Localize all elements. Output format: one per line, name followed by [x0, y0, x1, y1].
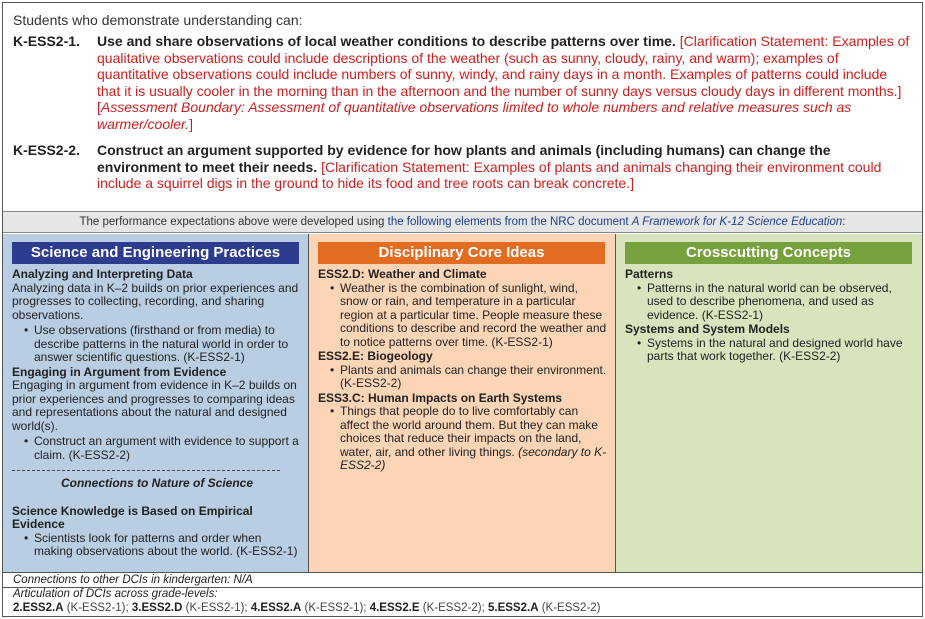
pe-statement: Construct an argument supported by evidence for how plants and animals (including humans) can change the environment to meet their needs. [97, 142, 831, 175]
pe-k-ess2-1 [13, 33, 913, 132]
dci-subheading: ESS2.E: Biogeology [318, 349, 433, 363]
nrc-reference: the following elements from the NRC document A Framework for K-12 Science Education [387, 216, 843, 228]
cc-column [616, 234, 922, 572]
pe-k-ess2-2 [13, 142, 913, 192]
sep-bullet: • Use observations (firsthand or from media) to describe patterns in the natural world in order to answer scientific questions. (K-ESS2-1) [12, 324, 302, 365]
assessment-boundary: [Assessment Boundary: Assessment of quantitative observations limited to whole numbers and relative measures such as warmer/cooler.] [97, 99, 852, 132]
dci-bullet: • Plants and animals can change their environment. (K-ESS2-2) [318, 364, 608, 391]
articulation-label: Articulation of DCIs across grade-levels: [13, 588, 218, 600]
nos-bullet: • Scientists look for patterns and order when making observations about the world. (K-ESS2-1) [12, 532, 302, 559]
cc-subheading: Systems and System Models [625, 322, 790, 336]
dci-bullet: • Weather is the combination of sunlight, wind, snow or rain, and temperature in a particular region at a particular time. People measure these conditions to describe and record the weather and to notice patterns over time. (K-ESS2-1) [318, 282, 608, 350]
articulation-items: 2.ESS2.A (K-ESS2-1); 3.ESS2.D (K-ESS2-1); 4.ESS2.A (K-ESS2-1); 4.ESS2.E (K-ESS2-2); 5.ESS2.A (K-ESS2-2) [13, 601, 601, 614]
cc-subheading: Patterns [625, 267, 674, 281]
sep-column [3, 234, 309, 572]
dci-subheading: ESS2.D: Weather and Climate [318, 267, 487, 281]
sep-paragraph: Engaging in argument from evidence in K–2 builds on prior experiences and progresses to comparing ideas and representations about the natural and designed world(s). [12, 378, 297, 433]
sep-subheading: Analyzing and Interpreting Data [12, 267, 193, 281]
clarification-statement: [Clarification Statement: Examples of qualitative observations could include descriptions of the weather (such as sunny, cloudy, rainy, and warm); examples of quantitative observations could include numbers of sunny, windy, and rainy days in a month. Examples of patterns could include that it is usually cooler in the morning than in the afternoon and the number of sunny days versus cloudy days in different months.] [97, 33, 910, 99]
cc-bullet: • Patterns in the natural world can be observed, used to describe phenomena, and used as evidence. (K-ESS2-1) [625, 282, 915, 323]
pe-code: K-ESS2-2. [13, 142, 80, 158]
connections-other-dcis: Connections to other DCIs in kindergarten: N/A [3, 572, 922, 587]
cc-bullet: • Systems in the natural and designed world have parts that work together. (K-ESS2-2) [625, 337, 915, 364]
articulation-row [3, 587, 922, 616]
performance-expectations [3, 3, 922, 211]
dci-bullet: • Things that people do to live comfortably can affect the world around them. But they can make choices that reduce their impacts on the land, water, air, and other living things. (secondary to K-ESS2-2) [318, 405, 608, 473]
pe-statement: Use and share observations of local weather conditions to describe patterns over time. [97, 33, 676, 49]
connections-nos-title: Connections to Nature of Science [60, 476, 254, 490]
intro-text: Students who demonstrate understanding can: [13, 12, 303, 28]
dci-subheading: ESS3.C: Human Impacts on Earth Systems [318, 390, 563, 405]
sep-subheading: Engaging in Argument from Evidence [12, 364, 227, 379]
dashed-divider [12, 470, 280, 471]
pe-code: K-ESS2-1. [13, 33, 80, 49]
dci-header: Disciplinary Core Ideas [318, 242, 605, 264]
clarification-statement: [Clarification Statement: Examples of plants and animals changing their environment could include a squirrel digs in the ground to hide its food and tree roots can break concrete.] [97, 158, 882, 191]
developed-using-line: The performance expectations above were developed using the following elements from the NRC document A Framework for K-12 Science Education: [3, 211, 922, 233]
sep-header: Science and Engineering Practices [12, 242, 299, 264]
sep-bullet: • Construct an argument with evidence to support a claim. (K-ESS2-2) [12, 435, 302, 462]
cc-header: Crosscutting Concepts [625, 242, 912, 264]
dci-column [309, 234, 616, 572]
nos-heading: Science Knowledge is Based on Empirical Evidence [12, 503, 253, 531]
sep-paragraph: Analyzing data in K–2 builds on prior experiences and progresses to collecting, recording, and sharing observations. [12, 280, 299, 322]
